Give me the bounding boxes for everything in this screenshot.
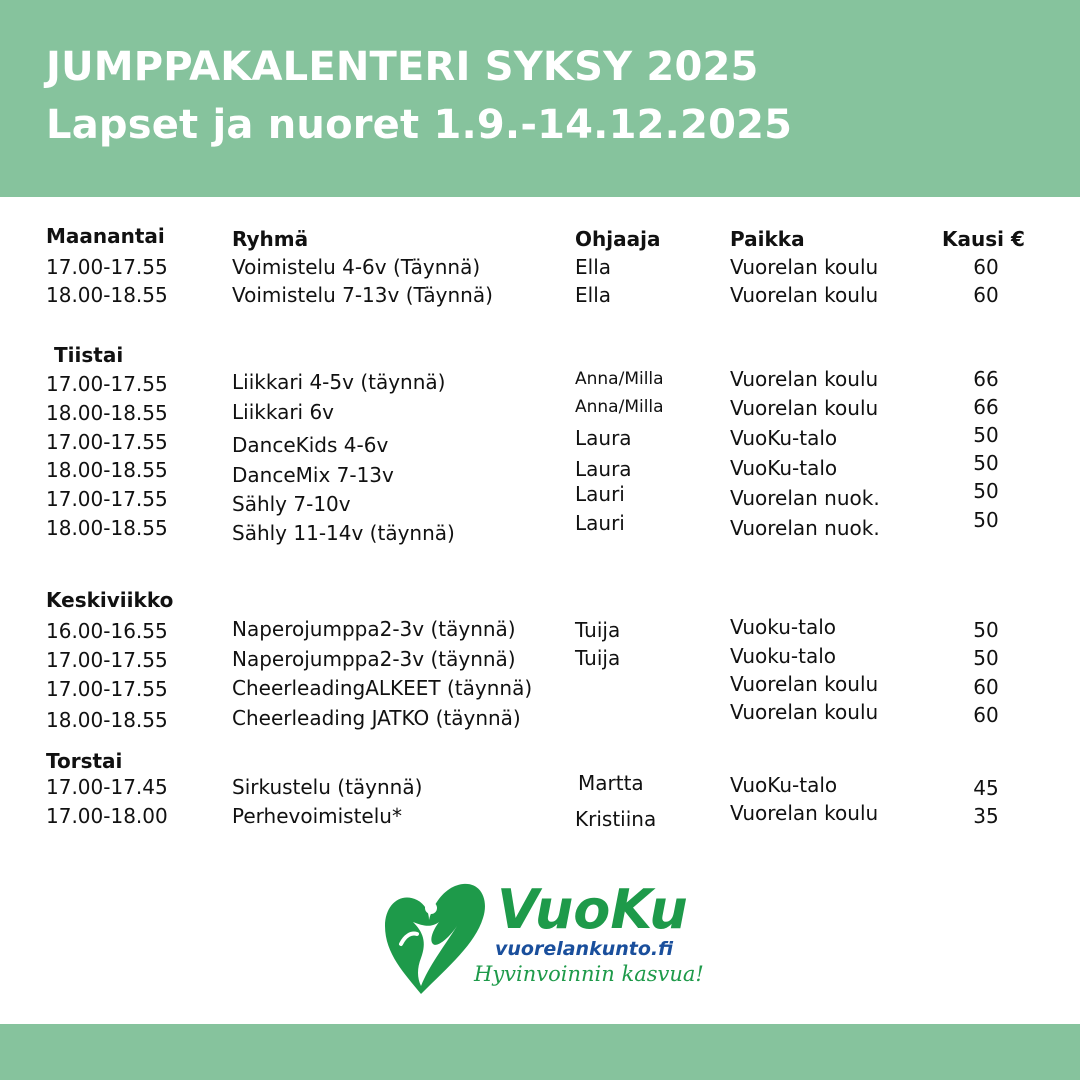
row-instructor: Kristiina [575, 807, 657, 831]
row-group: Liikkari 4-5v (täynnä) [232, 370, 446, 394]
row-place: Vuorelan nuok. [730, 486, 880, 510]
row-instructor: Anna/Milla [575, 369, 664, 389]
row-place: Vuorelan koulu [730, 801, 879, 825]
row-price: 50 [973, 618, 999, 642]
column-header-instructor: Ohjaaja [575, 227, 661, 251]
row-group: Naperojumppa2-3v (täynnä) [232, 617, 516, 641]
row-group: Liikkari 6v [232, 400, 335, 424]
row-group: Sirkustelu (täynnä) [232, 775, 423, 799]
row-group: Voimistelu 7-13v (Täynnä) [232, 283, 493, 307]
brand-name: VuoKu [497, 878, 688, 941]
row-price: 60 [973, 703, 999, 727]
brand-slogan: Hyvinvoinnin kasvua! [474, 962, 704, 986]
row-price: 50 [973, 479, 999, 503]
row-time: 18.00-18.55 [46, 516, 168, 540]
row-time: 17.00-17.55 [46, 430, 168, 454]
row-instructor: Laura [575, 426, 632, 450]
row-place: VuoKu-talo [730, 456, 838, 480]
row-place: VuoKu-talo [730, 773, 838, 797]
header-band [0, 0, 1080, 197]
row-group: Cheerleading JATKO (täynnä) [232, 706, 521, 730]
row-price: 50 [973, 451, 999, 475]
row-instructor: Ella [575, 283, 612, 307]
row-instructor: Laura [575, 457, 632, 481]
row-place: Vuorelan nuok. [730, 516, 880, 540]
row-price: 35 [973, 804, 999, 828]
row-group: Perhevoimistelu* [232, 804, 402, 828]
row-instructor: Ella [575, 255, 612, 279]
row-place: Vuorelan koulu [730, 283, 879, 307]
title-line-1: JUMPPAKALENTERI SYKSY 2025 [46, 44, 759, 90]
row-instructor: Tuija [575, 646, 621, 670]
row-time: 17.00-17.55 [46, 487, 168, 511]
row-price: 60 [973, 255, 999, 279]
column-header-group: Ryhmä [232, 227, 309, 251]
row-group: CheerleadingALKEET (täynnä) [232, 676, 533, 700]
row-place: VuoKu-talo [730, 426, 838, 450]
row-instructor: Lauri [575, 511, 625, 535]
day-heading-thursday: Torstai [46, 749, 123, 773]
day-heading-wednesday: Keskiviikko [46, 588, 174, 612]
row-time: 17.00-17.55 [46, 677, 168, 701]
row-instructor: Tuija [575, 618, 621, 642]
column-header-price: Kausi € [942, 227, 1025, 251]
row-instructor: Anna/Milla [575, 397, 664, 417]
row-price: 60 [973, 283, 999, 307]
title-line-2: Lapset ja nuoret 1.9.-14.12.2025 [46, 102, 793, 148]
brand-website: vuorelankunto.fi [495, 938, 674, 960]
row-price: 45 [973, 776, 999, 800]
row-price: 50 [973, 646, 999, 670]
row-place: Vuorelan koulu [730, 700, 879, 724]
row-time: 17.00-18.00 [46, 804, 168, 828]
row-group: Sähly 7-10v [232, 492, 351, 516]
row-group: DanceMix 7-13v [232, 463, 394, 487]
row-place: Vuorelan koulu [730, 255, 879, 279]
row-price: 66 [973, 395, 999, 419]
row-place: Vuorelan koulu [730, 367, 879, 391]
row-time: 17.00-17.55 [46, 372, 168, 396]
row-price: 50 [973, 508, 999, 532]
row-time: 17.00-17.55 [46, 648, 168, 672]
row-instructor: Martta [578, 771, 644, 795]
row-time: 18.00-18.55 [46, 708, 168, 732]
row-place: Vuoku-talo [730, 644, 836, 668]
row-time: 18.00-18.55 [46, 401, 168, 425]
day-heading-monday: Maanantai [46, 224, 165, 248]
row-time: 17.00-17.55 [46, 255, 168, 279]
column-header-place: Paikka [730, 227, 805, 251]
row-place: Vuorelan koulu [730, 396, 879, 420]
row-price: 60 [973, 675, 999, 699]
row-group: DanceKids 4-6v [232, 433, 389, 457]
row-price: 66 [973, 367, 999, 391]
row-price: 50 [973, 423, 999, 447]
row-time: 16.00-16.55 [46, 619, 168, 643]
row-group: Naperojumppa2-3v (täynnä) [232, 647, 516, 671]
footer-band [0, 1024, 1080, 1080]
row-time: 18.00-18.55 [46, 458, 168, 482]
row-time: 17.00-17.45 [46, 775, 168, 799]
row-place: Vuorelan koulu [730, 672, 879, 696]
row-group: Sähly 11-14v (täynnä) [232, 521, 455, 545]
day-heading-tuesday: Tiistai [54, 343, 124, 367]
row-group: Voimistelu 4-6v (Täynnä) [232, 255, 481, 279]
row-place: Vuoku-talo [730, 615, 836, 639]
row-instructor: Lauri [575, 482, 625, 506]
row-time: 18.00-18.55 [46, 283, 168, 307]
